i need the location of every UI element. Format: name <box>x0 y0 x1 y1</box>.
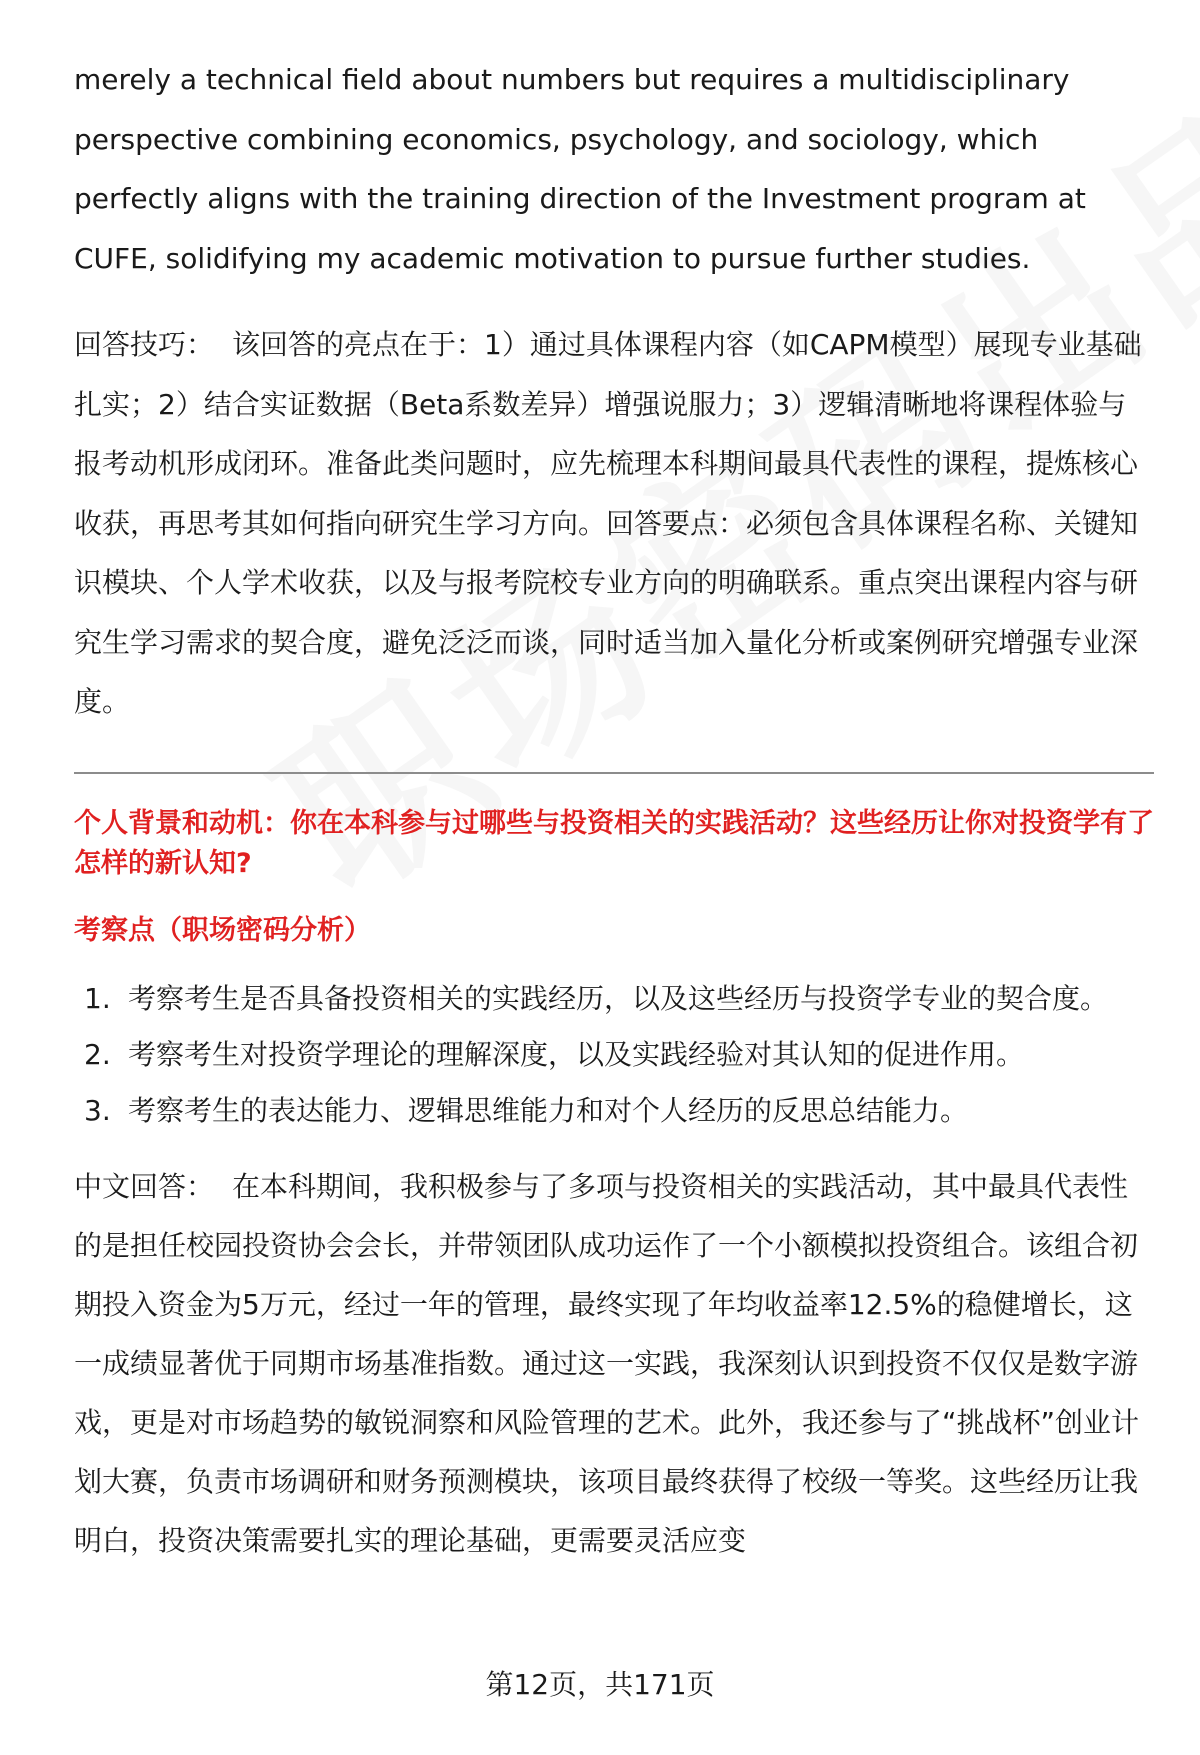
tips-paragraph <box>74 315 1154 732</box>
list-item-text: 考察考生对投资学理论的理解深度，以及实践经验对其认知的促进作用。 <box>128 1037 1025 1071</box>
assessment-list <box>74 971 1154 1139</box>
list-item-text: 考察考生是否具备投资相关的实践经历，以及这些经历与投资学专业的契合度。 <box>128 981 1109 1015</box>
tips-text: 该回答的亮点在于：1）通过具体课程内容（如CAPM模型）展现专业基础扎实；2）结合实证数据（Beta系数差异）增强说服力；3）逻辑清晰地将课程体验与报考动机形成闭环。准备此类问题时，应先梳理本科期间最具代表性的课程，提炼核心收获，再思考其如何指向研究生学习方向。回答要点：必须包含具体课程名称、关键知识模块、个人学术收获，以及与报考院校专业方向的明确联系。重点突出课程内容与研究生学习需求的契合度，避免泛泛而谈，同时适当加入量化分析或案例研究增强专业深度。 <box>74 328 1142 718</box>
list-item <box>74 1083 1154 1139</box>
section-divider <box>74 772 1154 774</box>
list-number: 1. <box>84 981 111 1015</box>
intro-paragraph: merely a technical field about numbers but requires a multidisciplinary perspective combining economics, psychology, and sociology, which perfectly aligns with the training direction of the Investment program at CUFE, solidifying my academic motivation to pursue further studies. <box>74 63 1086 275</box>
list-item-text: 考察考生的表达能力、逻辑思维能力和对个人经历的反思总结能力。 <box>128 1093 969 1127</box>
list-number: 2. <box>84 1037 111 1071</box>
list-number: 3. <box>84 1093 111 1127</box>
answer-text: 在本科期间，我积极参与了多项与投资相关的实践活动，其中最具代表性的是担任校园投资协会会长，并带领团队成功运作了一个小额模拟投资组合。该组合初期投入资金为5万元，经过一年的管理，最终实现了年均收益率12.5%的稳健增长，这一成绩显著优于同期市场基准指数。通过这一实践，我深刻认识到投资不仅仅是数字游戏，更是对市场趋势的敏锐洞察和风险管理的艺术。此外，我还参与了“挑战杯”创业计划大赛，负责市场调研和财务预测模块，该项目最终获得了校级一等奖。这些经历让我明白，投资决策需要扎实的理论基础，更需要灵活应变 <box>74 1169 1140 1557</box>
list-item <box>74 1027 1154 1083</box>
question-heading: 个人背景和动机：你在本科参与过哪些与投资相关的实践活动？这些经历让你对投资学有了怎样的新认知? <box>74 807 1154 879</box>
page-number-footer: 第12页，共171页 <box>485 1668 715 1701</box>
answer-paragraph <box>74 1157 1154 1570</box>
answer-label: 中文回答： <box>74 1169 215 1203</box>
assessment-heading: 考察点（职场密码分析） <box>74 914 371 946</box>
list-item <box>74 971 1154 1027</box>
tips-label: 回答技巧： <box>74 328 215 361</box>
document-page <box>74 50 1154 1570</box>
